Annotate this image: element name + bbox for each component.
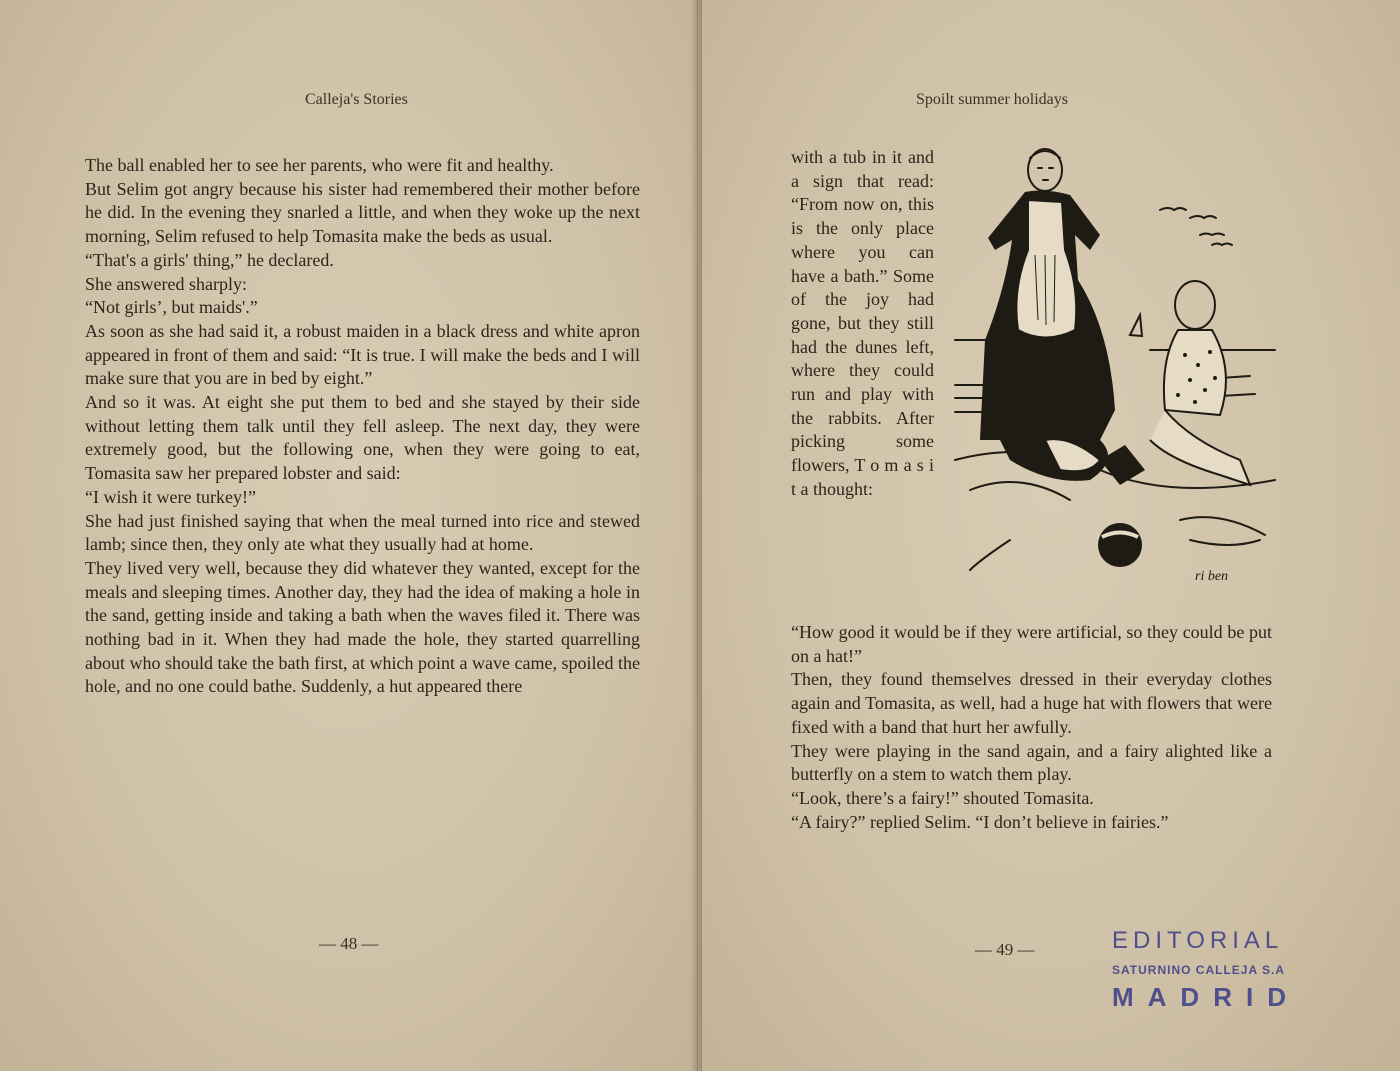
paragraph: She had just finished saying that when the meal turned into rice and stewed lamb; since then, they only ate what they usually had at home. bbox=[85, 510, 640, 555]
right-page-body bbox=[791, 621, 1272, 834]
paragraph: “I wish it were turkey!” bbox=[85, 486, 256, 507]
paragraph: “How good it would be if they were artificial, so they could be put on a hat!” bbox=[791, 622, 1272, 666]
right-page bbox=[702, 0, 1400, 1071]
paragraph: “Not girls’, but maids'.” bbox=[85, 297, 258, 318]
stamp-line-3: MADRID bbox=[1112, 982, 1300, 1012]
paragraph: And so it was. At eight she put them to bed and she stayed by their side without letting them talk until they fell asleep. The next day, they were extremely good, but the following one, when they were going to eat, Tomasita saw her prepared lobster and said: bbox=[85, 392, 640, 484]
maid-and-children-drawing bbox=[950, 140, 1280, 600]
paragraph: She answered sharply: bbox=[85, 273, 247, 294]
page-number-left: — 48 — bbox=[319, 934, 379, 953]
publisher-stamp bbox=[1112, 927, 1312, 1017]
paragraph: They lived very well, because they did whatever they wanted, except for the meals and sleeping times. Another day, they had the idea of making a hole in the sand, getting inside and taking a bath when the waves filed it. There was nothing bad in it. When they had made the hole, they started quarrelling about who should take the bath first, at which point a wave came, spoiled the hole, and no one could bathe. Suddenly, a hut appeared there bbox=[85, 557, 640, 697]
paragraph: But Selim got angry because his sister had remembered their mother before he did. In the evening they snarled a little, and when they woke up the next morning, Selim refused to help Tomasita make the beds as usual. bbox=[85, 178, 640, 247]
stamp-line-2: SATURNINO CALLEJA S.A bbox=[1112, 963, 1286, 977]
running-head-right: Spoilt summer holidays bbox=[916, 91, 1068, 108]
paragraph: As soon as she had said it, a robust maiden in a black dress and white apron appeared in front of them and said: “It is true. I will make the beds and I will make sure that you are in bed by eight.” bbox=[85, 320, 640, 389]
paragraph: Then, they found themselves dressed in their everyday clothes again and Tomasita, as well, had a huge hat with flowers that were fixed with a band that hurt her awfully. bbox=[791, 669, 1272, 737]
illustrator-signature: ri ben bbox=[1195, 569, 1229, 584]
page-number-right: — 49 — bbox=[975, 940, 1035, 959]
left-page-body bbox=[85, 154, 640, 699]
paragraph: “That's a girls' thing,” he declared. bbox=[85, 249, 334, 270]
paragraph: “A fairy?” replied Selim. “I don’t believe in fairies.” bbox=[791, 811, 1169, 832]
paragraph: They were playing in the sand again, and a fairy alighted like a butterfly on a stem to watch them play. bbox=[791, 740, 1272, 785]
paragraph: “Look, there’s a fairy!” shouted Tomasita. bbox=[791, 787, 1094, 808]
paragraph: The ball enabled her to see her parents, who were fit and healthy. bbox=[85, 155, 554, 175]
column-text: with a tub in it and a sign that read: “From now on, this is the only place where you can have a bath.” Some of the joy had gone, but they still had the dunes left, where they could run and play with the rabbits. After picking some flowers, T o m a s i t a thought: bbox=[791, 147, 934, 499]
beach-illustration bbox=[950, 140, 1280, 600]
running-head-left: Calleja's Stories bbox=[305, 91, 408, 108]
left-page bbox=[0, 0, 698, 1071]
stamp-line-1: EDITORIAL bbox=[1112, 927, 1284, 954]
